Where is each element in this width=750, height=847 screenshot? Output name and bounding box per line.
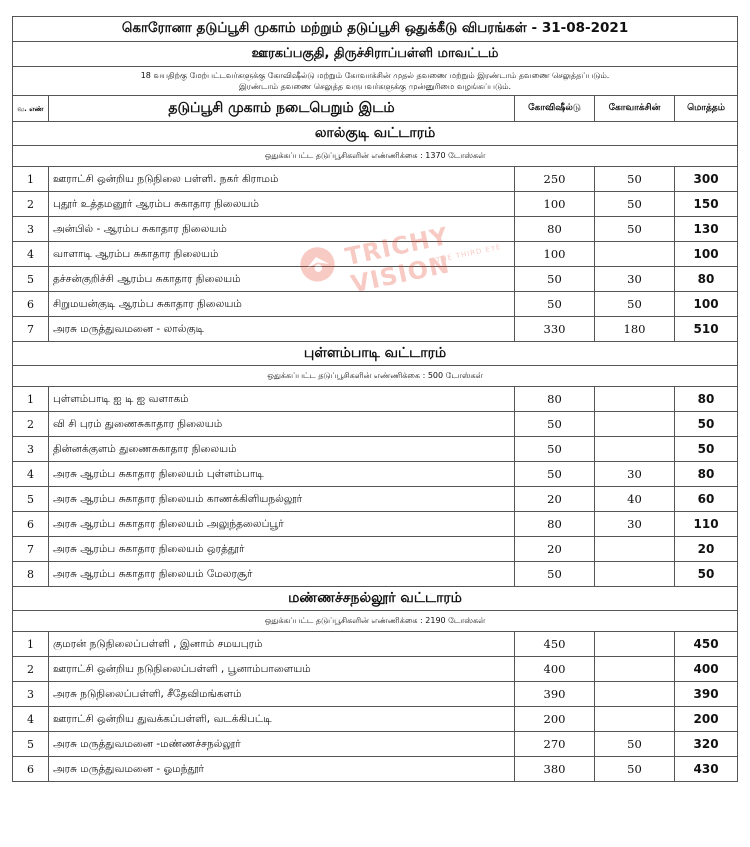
camp-location: புள்ளம்பாடி ஐ டி ஐ வளாகம் [49, 387, 515, 412]
covishield-count: 270 [515, 732, 595, 757]
covaxin-count [595, 562, 675, 587]
camp-location: அரசு மருத்துவமனை -மண்ணச்சநல்லூர் [49, 732, 515, 757]
covaxin-count: 180 [595, 317, 675, 342]
note-line-2: இரண்டாம் தவணை செலுத்த வருபவர்களுக்கு முன்னுரிமை வழங்கப்படும். [238, 82, 512, 91]
serial-number: 5 [13, 732, 49, 757]
covaxin-count: 40 [595, 487, 675, 512]
note-line-1: 18 வயதிற்கு மேற்பட்டவர்களுக்கு கோவிஷீல்டு மற்றும் கோவாக்சின் முதல் தவணை மற்றும் இரண்டாம் தவணை செலுத்தப்படும். [140, 71, 610, 80]
total-count: 320 [675, 732, 738, 757]
table-row [13, 487, 738, 512]
covishield-count: 450 [515, 632, 595, 657]
covishield-count: 400 [515, 657, 595, 682]
camp-location: தின்னக்குளம் துணைசுகாதார நிலையம் [49, 437, 515, 462]
serial-number: 3 [13, 682, 49, 707]
covishield-count: 50 [515, 562, 595, 587]
serial-number: 4 [13, 707, 49, 732]
allocation-count: ஒதுக்கப்பட்ட தடுப்பூசிகளின் எண்ணிக்கை : 1370 டோஸ்கள் [13, 146, 738, 167]
camp-location: அரசு ஆரம்ப சுகாதார நிலையம் ஒரத்தூர் [49, 537, 515, 562]
header-covaxin: கோவாக்சின் [595, 96, 675, 122]
serial-number: 2 [13, 192, 49, 217]
total-count: 80 [675, 267, 738, 292]
table-row [13, 732, 738, 757]
camp-location: புதூர் உத்தமனூர் ஆரம்ப சுகாதார நிலையம் [49, 192, 515, 217]
header-sno: வ. எண் [13, 96, 49, 122]
serial-number: 2 [13, 412, 49, 437]
covaxin-count [595, 412, 675, 437]
total-count: 450 [675, 632, 738, 657]
camp-location: அரசு மருத்துவமனை - லால்குடி [49, 317, 515, 342]
total-count: 430 [675, 757, 738, 782]
covaxin-count: 30 [595, 267, 675, 292]
allocation-count: ஒதுக்கப்பட்ட தடுப்பூசிகளின் எண்ணிக்கை : 500 டோஸ்கள் [13, 366, 738, 387]
covaxin-count [595, 632, 675, 657]
camp-location: அரசு ஆரம்ப சுகாதார நிலையம் அலுந்தலைப்பூர் [49, 512, 515, 537]
covishield-count: 80 [515, 217, 595, 242]
covaxin-count: 50 [595, 292, 675, 317]
total-count: 100 [675, 242, 738, 267]
serial-number: 6 [13, 757, 49, 782]
camp-location: அன்பில் - ஆரம்ப சுகாதார நிலையம் [49, 217, 515, 242]
covishield-count: 50 [515, 437, 595, 462]
table-row [13, 537, 738, 562]
total-count: 50 [675, 437, 738, 462]
total-count: 400 [675, 657, 738, 682]
total-count: 510 [675, 317, 738, 342]
serial-number: 3 [13, 217, 49, 242]
block-name: மண்ணச்சநல்லூர் வட்டாரம் [13, 587, 738, 611]
table-row [13, 707, 738, 732]
camp-location: அரசு ஆரம்ப சுகாதார நிலையம் காணக்கிளியநல்லூர் [49, 487, 515, 512]
camp-location: வாளாடி ஆரம்ப சுகாதார நிலையம் [49, 242, 515, 267]
covaxin-count: 50 [595, 167, 675, 192]
covishield-count: 50 [515, 462, 595, 487]
serial-number: 6 [13, 292, 49, 317]
camp-location: அரசு நடுநிலைப்பள்ளி, சீதேவிமங்களம் [49, 682, 515, 707]
camp-location: தச்சன்குறிச்சி ஆரம்ப சுகாதார நிலையம் [49, 267, 515, 292]
district-subtitle: ஊரகப்பகுதி, திருச்சிராப்பள்ளி மாவட்டம் [13, 42, 738, 67]
camp-location: சிறுமயன்குடி ஆரம்ப சுகாதார நிலையம் [49, 292, 515, 317]
camp-location: ஊராட்சி ஒன்றிய துவக்கப்பள்ளி, வடக்கிபட்டி [49, 707, 515, 732]
table-row [13, 657, 738, 682]
covaxin-count: 50 [595, 217, 675, 242]
allocation-row [13, 146, 738, 167]
block-header-row [13, 122, 738, 146]
total-count: 50 [675, 412, 738, 437]
serial-number: 6 [13, 512, 49, 537]
allocation-count: ஒதுக்கப்பட்ட தடுப்பூசிகளின் எண்ணிக்கை : 2190 டோஸ்கள் [13, 611, 738, 632]
covishield-count: 380 [515, 757, 595, 782]
covishield-count: 390 [515, 682, 595, 707]
header-place: தடுப்பூசி முகாம் நடைபெறும் இடம் [49, 96, 515, 122]
serial-number: 2 [13, 657, 49, 682]
total-count: 100 [675, 292, 738, 317]
header-row [13, 96, 738, 122]
title-row [13, 17, 738, 42]
covaxin-count: 50 [595, 732, 675, 757]
total-count: 50 [675, 562, 738, 587]
covishield-count: 200 [515, 707, 595, 732]
covaxin-count [595, 537, 675, 562]
covaxin-count [595, 707, 675, 732]
covaxin-count [595, 437, 675, 462]
header-total: மொத்தம் [675, 96, 738, 122]
table-row [13, 757, 738, 782]
total-count: 300 [675, 167, 738, 192]
table-row [13, 217, 738, 242]
covishield-count: 250 [515, 167, 595, 192]
subtitle-row [13, 42, 738, 67]
camp-location: அரசு ஆரம்ப சுகாதார நிலையம் புள்ளம்பாடி [49, 462, 515, 487]
serial-number: 1 [13, 387, 49, 412]
table-row [13, 192, 738, 217]
allocation-row [13, 611, 738, 632]
table-row [13, 267, 738, 292]
serial-number: 8 [13, 562, 49, 587]
covaxin-count: 50 [595, 192, 675, 217]
block-name: லால்குடி வட்டாரம் [13, 122, 738, 146]
block-name: புள்ளம்பாடி வட்டாரம் [13, 342, 738, 366]
block-header-row [13, 587, 738, 611]
covishield-count: 330 [515, 317, 595, 342]
camp-location: குமரன் நடுநிலைப்பள்ளி , இனாம் சமயபுரம் [49, 632, 515, 657]
total-count: 390 [675, 682, 738, 707]
page-title: கொரோனா தடுப்பூசி முகாம் மற்றும் தடுப்பூசி ஒதுக்கீடு விபரங்கள் - 31-08-2021 [13, 17, 738, 42]
table-row [13, 462, 738, 487]
serial-number: 5 [13, 267, 49, 292]
table-row [13, 437, 738, 462]
covishield-count: 100 [515, 242, 595, 267]
table-row [13, 512, 738, 537]
covaxin-count: 30 [595, 512, 675, 537]
covishield-count: 50 [515, 292, 595, 317]
serial-number: 1 [13, 167, 49, 192]
serial-number: 5 [13, 487, 49, 512]
vaccination-table [12, 16, 738, 782]
covaxin-count [595, 657, 675, 682]
table-row [13, 632, 738, 657]
covishield-count: 80 [515, 512, 595, 537]
note-row [13, 67, 738, 96]
table-row [13, 242, 738, 267]
covishield-count: 50 [515, 267, 595, 292]
total-count: 150 [675, 192, 738, 217]
camp-location: வி சி புரம் துணைசுகாதார நிலையம் [49, 412, 515, 437]
serial-number: 3 [13, 437, 49, 462]
covaxin-count: 30 [595, 462, 675, 487]
watermark-name: TRICHY VISION [342, 221, 453, 299]
eligibility-note [13, 67, 738, 96]
covishield-count: 100 [515, 192, 595, 217]
total-count: 80 [675, 387, 738, 412]
table-row [13, 387, 738, 412]
covishield-count: 50 [515, 412, 595, 437]
serial-number: 1 [13, 632, 49, 657]
camp-location: ஊராட்சி ஒன்றிய நடுநிலைப்பள்ளி , பூனாம்பாளையம் [49, 657, 515, 682]
total-count: 110 [675, 512, 738, 537]
table-row [13, 292, 738, 317]
camp-location: ஊராட்சி ஒன்றிய நடுநிலை பள்ளி. நகர் கிராமம் [49, 167, 515, 192]
total-count: 200 [675, 707, 738, 732]
covishield-count: 20 [515, 537, 595, 562]
watermark-tagline: THE THIRD EYE [435, 242, 503, 265]
table-row [13, 562, 738, 587]
total-count: 130 [675, 217, 738, 242]
camp-location: அரசு ஆரம்ப சுகாதார நிலையம் மேலரசூர் [49, 562, 515, 587]
serial-number: 4 [13, 242, 49, 267]
covaxin-count [595, 242, 675, 267]
total-count: 80 [675, 462, 738, 487]
covaxin-count [595, 387, 675, 412]
vaccination-camp-sheet [12, 16, 737, 782]
total-count: 20 [675, 537, 738, 562]
header-covishield: கோவிஷீல்டு [515, 96, 595, 122]
table-row [13, 682, 738, 707]
total-count: 60 [675, 487, 738, 512]
covishield-count: 20 [515, 487, 595, 512]
table-row [13, 317, 738, 342]
serial-number: 7 [13, 317, 49, 342]
covaxin-count [595, 682, 675, 707]
camp-location: அரசு மருத்துவமனை - ஓமந்தூர் [49, 757, 515, 782]
covaxin-count: 50 [595, 757, 675, 782]
serial-number: 7 [13, 537, 49, 562]
serial-number: 4 [13, 462, 49, 487]
block-header-row [13, 342, 738, 366]
allocation-row [13, 366, 738, 387]
table-row [13, 412, 738, 437]
covishield-count: 80 [515, 387, 595, 412]
table-row [13, 167, 738, 192]
